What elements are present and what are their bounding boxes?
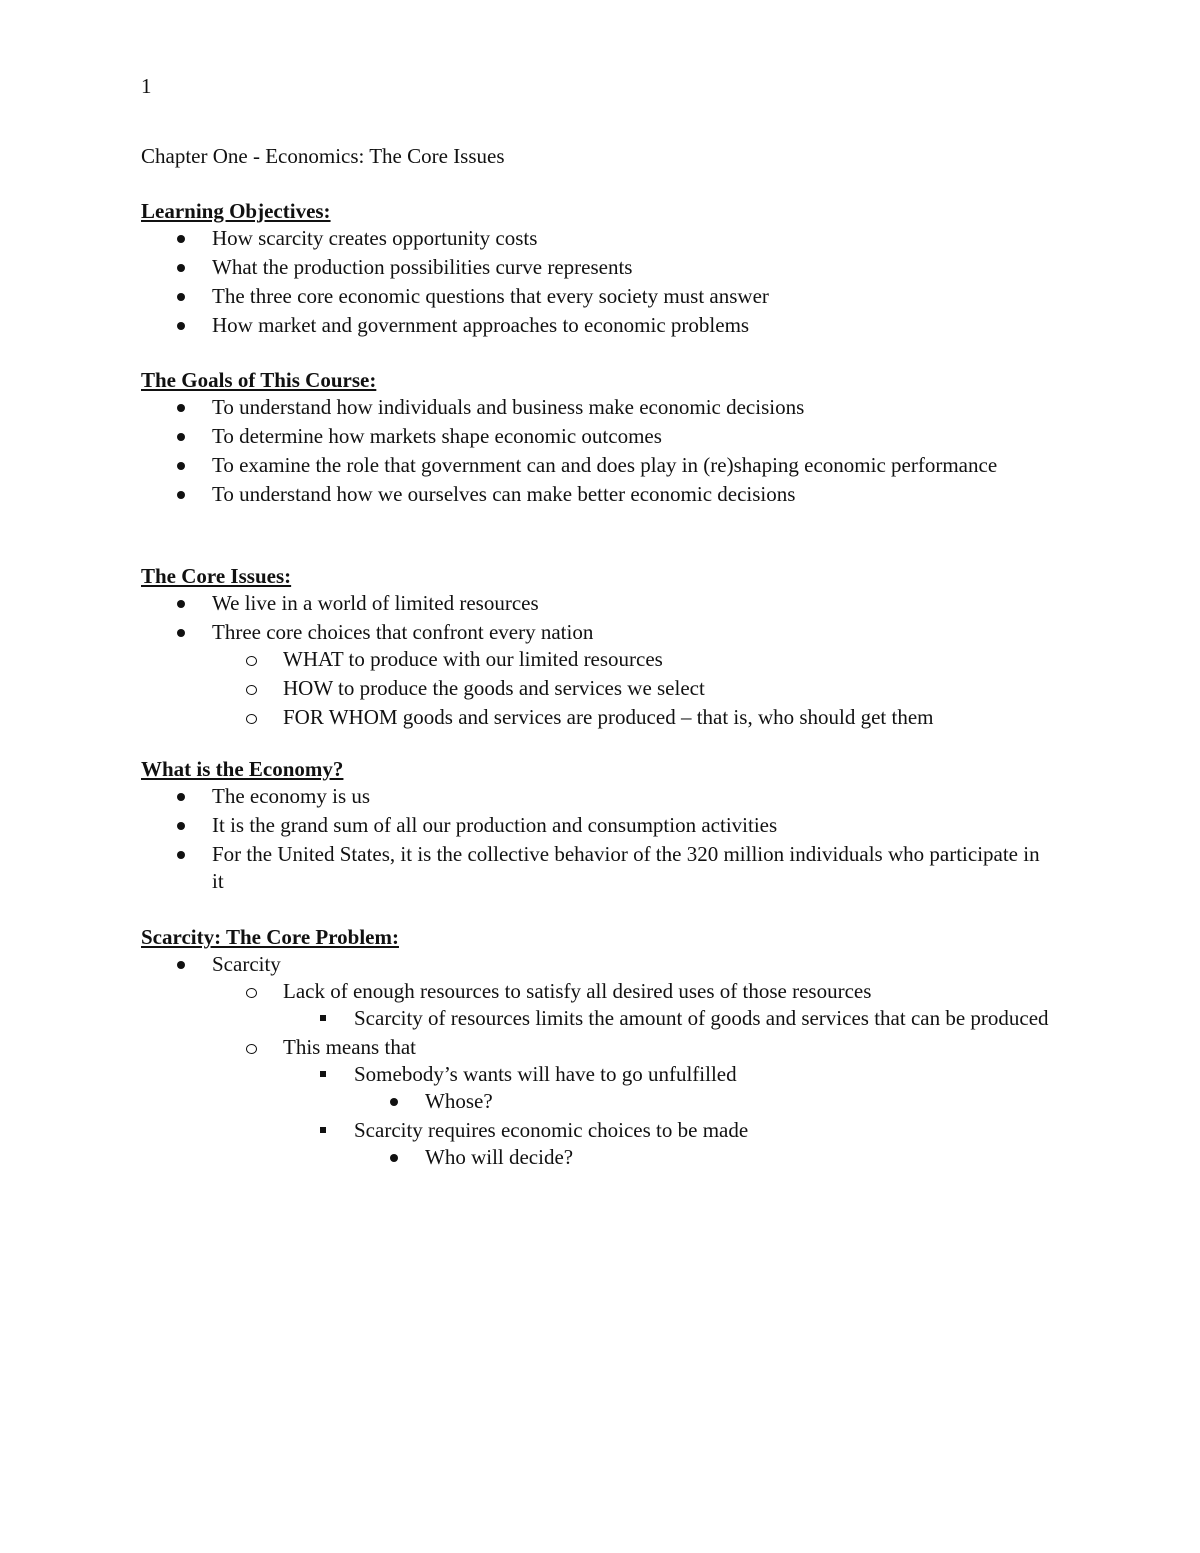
section-learning-objectives [141, 198, 1101, 341]
sub-list [354, 1088, 1101, 1115]
bullet-icon [171, 783, 191, 810]
section-heading: The Core Issues: [141, 564, 292, 588]
bullet-icon [171, 812, 191, 839]
list-item: It is the grand sum of all our production and consumption activities [141, 812, 1101, 839]
bullet-icon [171, 481, 191, 508]
section-heading: The Goals of This Course: [141, 368, 377, 392]
bullet-icon [171, 312, 191, 339]
list-item: To examine the role that government can and does play in (re)shaping economic performance [141, 452, 1101, 479]
circle-bullet-icon [242, 646, 262, 673]
list-item: How scarcity creates opportunity costs [141, 225, 1101, 252]
circle-bullet-icon [242, 1034, 262, 1061]
section-heading: Scarcity: The Core Problem: [141, 925, 399, 949]
bullet-icon [171, 394, 191, 421]
section-core-issues [141, 563, 1101, 733]
list-item: How market and government approaches to economic problems [141, 312, 1101, 339]
bullet-icon [171, 423, 191, 450]
list-item: Scarcity Lack of enough resources to satisfy all desired uses of those resources Scarcity of resources limits the amount of goods and services that can be produced This means that Somebody’s wants will have to go unfulfilled Whose? Scarcity requires economic choices to be made Who will decide? [141, 951, 1101, 1171]
square-bullet-icon [313, 1005, 333, 1032]
circle-bullet-icon [242, 978, 262, 1005]
document-title: Chapter One - Economics: The Core Issues [141, 144, 505, 168]
section-heading: Learning Objectives: [141, 199, 331, 223]
sub-list [283, 1005, 1101, 1032]
square-bullet-icon [313, 1061, 333, 1088]
bullet-list [141, 783, 1101, 895]
sub-list [212, 646, 1101, 731]
list-item: What the production possibilities curve represents [141, 254, 1101, 281]
bullet-icon [171, 619, 191, 646]
bullet-icon [171, 951, 191, 978]
bullet-list [141, 951, 1101, 1171]
list-item: To determine how markets shape economic outcomes [141, 423, 1101, 450]
list-item: Scarcity of resources limits the amount of goods and services that can be produced [283, 1005, 1101, 1032]
list-item: WHAT to produce with our limited resources [212, 646, 1101, 673]
bullet-list [141, 394, 1101, 508]
list-item: The three core economic questions that every society must answer [141, 283, 1101, 310]
bullet-icon [171, 283, 191, 310]
sub-list [212, 978, 1101, 1171]
list-item: We live in a world of limited resources [141, 590, 1101, 617]
list-item: Three core choices that confront every nation WHAT to produce with our limited resources HOW to produce the goods and services we select FOR WHOM goods and services are produced – that is, who should get them [141, 619, 1101, 731]
bullet-list [141, 225, 1101, 339]
list-item: The economy is us [141, 783, 1101, 810]
list-item: To understand how we ourselves can make better economic decisions [141, 481, 1101, 508]
bullet-icon [171, 254, 191, 281]
bullet-icon [384, 1144, 404, 1171]
bullet-icon [171, 841, 191, 868]
section-what-is-economy [141, 756, 1101, 897]
list-item: Scarcity requires economic choices to be made Who will decide? [283, 1117, 1101, 1171]
list-item: To understand how individuals and business make economic decisions [141, 394, 1101, 421]
bullet-icon [171, 590, 191, 617]
sub-list [283, 1061, 1101, 1171]
bullet-list [141, 590, 1101, 731]
section-heading: What is the Economy? [141, 757, 344, 781]
bullet-icon [171, 452, 191, 479]
section-scarcity [141, 924, 1101, 1173]
section-course-goals [141, 367, 1101, 510]
list-item: Lack of enough resources to satisfy all desired uses of those resources Scarcity of resources limits the amount of goods and services that can be produced [212, 978, 1101, 1032]
list-item: Who will decide? [354, 1144, 1101, 1171]
bullet-icon [384, 1088, 404, 1115]
circle-bullet-icon [242, 704, 262, 731]
list-item: This means that Somebody’s wants will have to go unfulfilled Whose? Scarcity requires economic choices to be made Who will decide? [212, 1034, 1101, 1171]
sub-list [354, 1144, 1101, 1171]
list-item: Whose? [354, 1088, 1101, 1115]
list-item: For the United States, it is the collective behavior of the 320 million individuals who participate in it [141, 841, 1101, 895]
list-item: HOW to produce the goods and services we select [212, 675, 1101, 702]
square-bullet-icon [313, 1117, 333, 1144]
bullet-icon [171, 225, 191, 252]
list-item: Somebody’s wants will have to go unfulfilled Whose? [283, 1061, 1101, 1115]
circle-bullet-icon [242, 675, 262, 702]
list-item: FOR WHOM goods and services are produced – that is, who should get them [212, 704, 1101, 731]
page-number: 1 [141, 74, 152, 98]
